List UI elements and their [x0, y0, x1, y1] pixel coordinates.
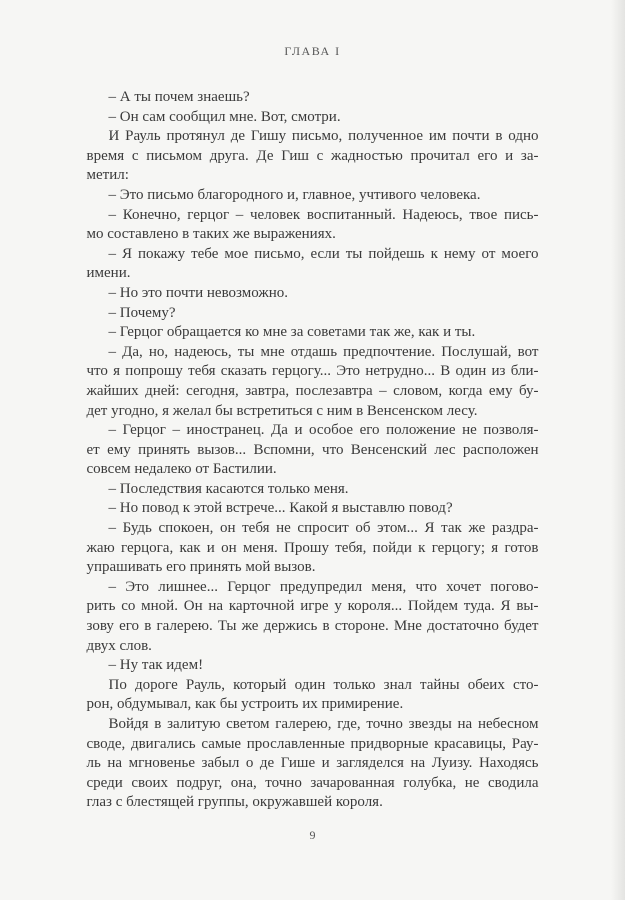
text-line: глаз с блестящей группы, окружавшей короля. [86, 794, 383, 811]
text-line: что я попрошу тебя сказать герцогу... Это нетрудно... В один из бли- [86, 363, 539, 380]
text-line: По дороге Рауль, который один только знал тайны обеих сто- [108, 676, 539, 693]
text-line: – Это письмо благородного и, главное, учтивого человека. [108, 186, 481, 203]
paragraph [87, 519, 539, 578]
text-line: – Герцог – иностранец. Да и особое его положение не позволя- [108, 422, 539, 439]
text-line: рон, обдумывал, как бы устроить их примирение. [86, 696, 404, 713]
paragraph [87, 656, 539, 676]
paragraph [87, 578, 539, 656]
paragraph [87, 480, 539, 500]
paragraph [87, 421, 539, 480]
text-line: метил: [86, 167, 129, 184]
text-line: совсем недалеко от Бастилии. [86, 461, 277, 478]
page-number: 9 [309, 827, 316, 842]
text-line: – Он сам сообщил мне. Вот, смотри. [108, 108, 341, 125]
text-line: жаю герцога, как и он меня. Прошу тебя, пойди к герцогу; я готов [86, 539, 539, 556]
text-line: время с письмом друга. Де Гиш с жадностью прочитал его и за- [86, 147, 539, 164]
body-text [87, 88, 539, 813]
text-line: – Конечно, герцог – человек воспитанный. Надеюсь, твое пись- [108, 206, 539, 223]
text-line: Войдя в залитую светом галерею, где, точно звезды на небесном [108, 716, 539, 732]
paragraph [87, 284, 539, 304]
paragraph [87, 127, 539, 186]
text-line: своде, двигались самые прославленные придворные красавицы, Рау- [86, 735, 539, 752]
text-line: упрашивать его принять мой вызов. [86, 559, 316, 576]
text-line: – Да, но, надеюсь, ты мне отдашь предпочтение. Послушай, вот [108, 343, 539, 360]
text-line: – Будь спокоен, он тебя не спросит об этом... Я так же раздра- [108, 520, 539, 537]
text-line: рить со мной. Он на карточной игре у короля... Пойдем туда. Я вы- [86, 598, 539, 615]
paragraph [87, 323, 539, 343]
text-line: имени. [86, 265, 131, 282]
text-line: – Но это почти невозможно. [108, 284, 289, 301]
text-line: – Я покажу тебе мое письмо, если ты пойдешь к нему от моего [108, 245, 539, 262]
text-line: жайших дней: сегодня, завтра, послезавтра – словом, когда ему бу- [86, 382, 539, 399]
paragraph [87, 304, 539, 324]
paragraph [87, 206, 539, 245]
text-line: мо составлено в таких же выражениях. [86, 226, 336, 243]
text-line: – Но повод к этой встрече... Какой я выставлю повод? [108, 500, 453, 517]
text-line: двух слов. [86, 637, 152, 654]
paragraph [87, 343, 539, 421]
text-line: – Ну так идем! [108, 657, 204, 674]
text-line: ль на мгновенье забыл о де Гише и загляделся на Луизу. Находясь [86, 755, 539, 772]
text-line: – Почему? [108, 304, 176, 321]
text-line: – А ты почем знаешь? [108, 89, 250, 105]
paragraph [87, 88, 539, 108]
text-line: среди своих подруг, она, точно зачарованная голубка, не сводила [86, 774, 539, 791]
running-header: ГЛАВА I [284, 44, 341, 58]
text-line: – Последствия касаются только меня. [108, 480, 349, 497]
text-line: – Это лишнее... Герцог предупредил меня, что хочет погово- [108, 578, 539, 595]
text-line: зову его в галерею. Ты же держись в стороне. Мне достаточно будет [86, 618, 539, 635]
paragraph [87, 186, 539, 206]
paragraph [87, 715, 539, 813]
paragraph [87, 108, 539, 128]
paragraph [87, 245, 539, 284]
paragraph [87, 499, 539, 519]
paragraph [87, 676, 539, 715]
text-line: ет ему принять вызов... Вспомни, что Венсенский лес расположен [86, 441, 539, 458]
text-line: – Герцог обращается ко мне за советами так же, как и ты. [108, 324, 476, 341]
text-line: И Рауль протянул де Гишу письмо, полученное им почти в одно [108, 128, 539, 145]
text-line: дет угодно, я желал бы встретиться с ним в Венсенском лесу. [86, 402, 478, 419]
